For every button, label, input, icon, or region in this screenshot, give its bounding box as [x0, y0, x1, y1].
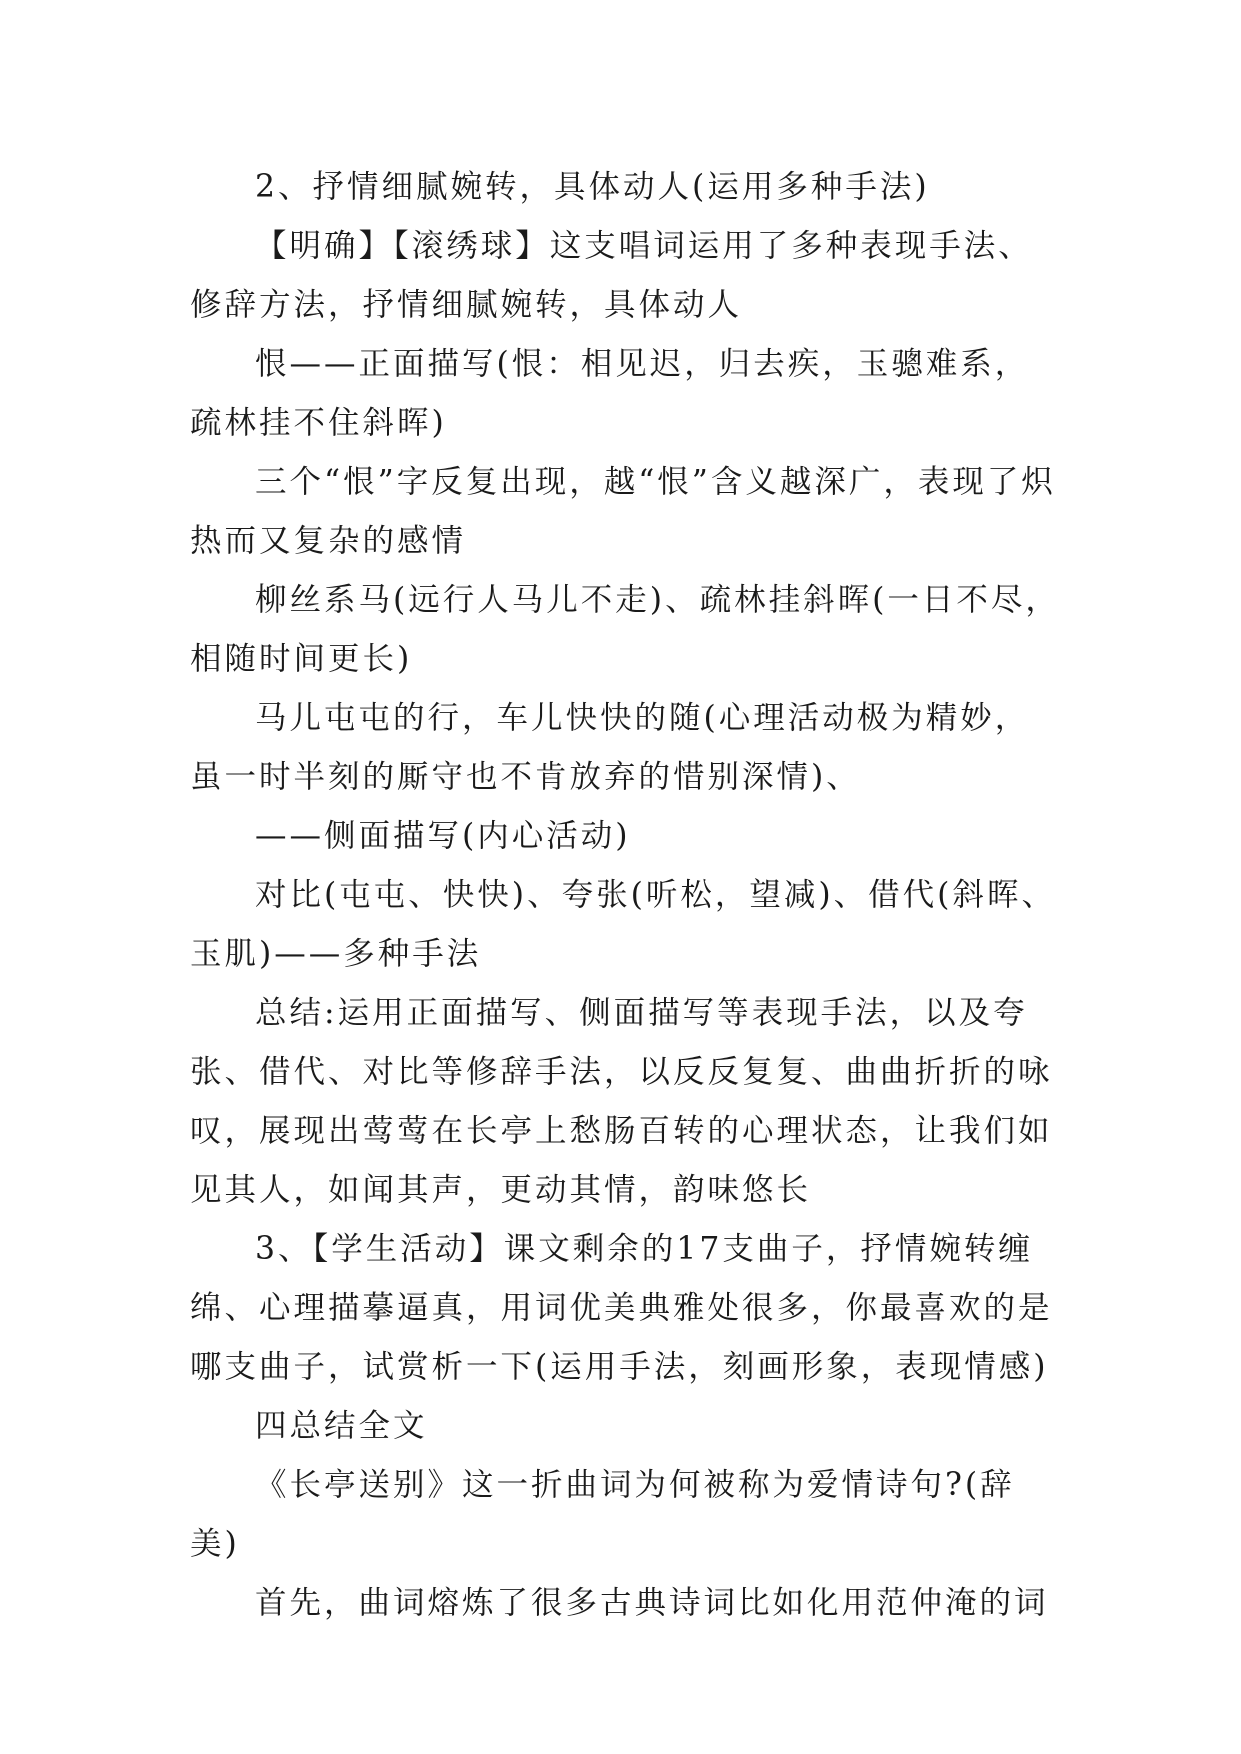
- paragraph-section-4-heading: 四总结全文: [255, 1408, 428, 1444]
- paragraph-side-description: ——侧面描写(内心活动): [255, 818, 631, 854]
- paragraph-student-activity: 3、【学生活动】课文剩余的17支曲子，抒情婉转缠绵、心理描摹逼真，用词优美典雅处很多，你最喜欢的是哪支曲子，试赏析一下(运用手法，刻画形象，表现情感): [190, 1231, 1053, 1385]
- paragraph-section-2-heading: 2、抒情细腻婉转，具体动人(运用多种手法): [255, 169, 930, 205]
- paragraph-clarification: 【明确】【滚绣球】这支唱词运用了多种表现手法、修辞方法，抒情细腻婉转，具体动人: [190, 228, 1033, 323]
- paragraph-summary: 总结:运用正面描写、侧面描写等表现手法，以及夸张、借代、对比等修辞手法，以反反复复、曲曲折折的咏叹，展现出莺莺在长亭上愁肠百转的心理状态，让我们如见其人，如闻其声，更动其情，韵味悠长: [190, 995, 1053, 1208]
- paragraph-techniques: 对比(屯屯、快快)、夸张(听松，望减)、借代(斜晖、玉肌)——多种手法: [190, 877, 1056, 972]
- paragraph-horse-cart: 马儿屯屯的行，车儿快快的随(心理活动极为精妙，虽一时半刻的厮守也不肯放弃的惜别深情)、: [190, 700, 1030, 795]
- paragraph-direct-description: 恨——正面描写(恨：相见迟，归去疾，玉骢难系，疏林挂不住斜晖): [190, 346, 1030, 441]
- document-body: [190, 158, 1060, 1633]
- paragraph-first-point: 首先，曲词熔炼了很多古典诗词比如化用范仲淹的词: [255, 1585, 1049, 1621]
- paragraph-willow-horse: 柳丝系马(远行人马儿不走)、疏林挂斜晖(一日不尽，相随时间更长): [190, 582, 1060, 677]
- paragraph-question: 《长亭送别》这一折曲词为何被称为爱情诗句?(辞美): [190, 1467, 1015, 1562]
- paragraph-three-hen: 三个“恨”字反复出现，越“恨”含义越深广，表现了炽热而又复杂的感情: [190, 464, 1056, 559]
